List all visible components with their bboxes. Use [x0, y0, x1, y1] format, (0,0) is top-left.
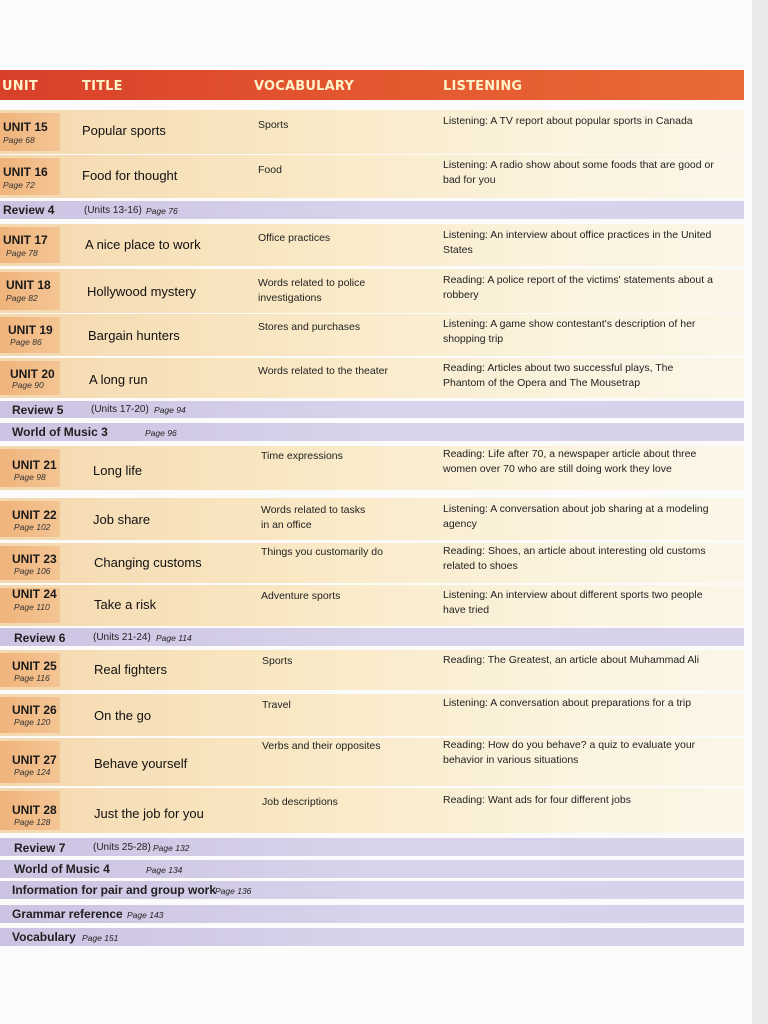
- unit-title: Popular sports: [82, 123, 166, 138]
- review-units: (Units 17-20): [91, 404, 149, 415]
- unit-number: UNIT 28: [12, 803, 57, 817]
- unit-title: On the go: [94, 708, 152, 723]
- unit-skill: Reading: Want ads for four different jobs: [443, 794, 631, 806]
- unit-vocabulary: Stores and purchases: [258, 321, 361, 333]
- review-units: (Units 21-24): [93, 632, 151, 643]
- unit-skill: Listening: A game show contestant's description of her shopping trip: [443, 318, 696, 345]
- unit-title: Long life: [93, 463, 143, 478]
- unit-number: UNIT 18: [6, 278, 51, 292]
- unit-page: Page 120: [14, 717, 51, 727]
- unit-vocabulary: Words related to police investigations: [258, 277, 366, 304]
- unit-row: [0, 585, 744, 626]
- unit-skill: Reading: How do you behave? a quiz to evaluate your behavior in various situations: [443, 739, 696, 766]
- unit-row: [0, 543, 744, 583]
- review-units: (Units 13-16): [84, 205, 142, 216]
- unit-page: Page 68: [3, 135, 35, 145]
- unit-page: Page 72: [3, 180, 35, 190]
- unit-title: Just the job for you: [94, 806, 204, 821]
- unit-title: Behave yourself: [94, 756, 188, 771]
- unit-page: Page 124: [14, 767, 51, 777]
- unit-row: [0, 358, 744, 398]
- review-row: [0, 201, 744, 219]
- unit-vocabulary: Sports: [258, 119, 289, 131]
- unit-vocabulary: Words related to tasks in an office: [261, 504, 366, 531]
- unit-skill: Listening: A TV report about popular sports in Canada: [443, 115, 693, 127]
- unit-page: Page 78: [6, 248, 38, 258]
- review-title: Review 6: [14, 631, 66, 645]
- review-page: Page 134: [146, 865, 183, 875]
- review-page: Page 114: [156, 633, 192, 643]
- unit-number: UNIT 21: [12, 458, 57, 472]
- unit-vocabulary: Time expressions: [261, 450, 343, 462]
- review-page: Page 96: [145, 428, 177, 438]
- unit-vocabulary: Verbs and their opposites: [262, 740, 381, 752]
- unit-number: UNIT 27: [12, 753, 57, 767]
- page-edge: [752, 0, 768, 1024]
- unit-skill: Listening: A radio show about some foods that are good or bad for you: [443, 159, 714, 186]
- unit-row: [0, 314, 744, 356]
- unit-page: Page 82: [6, 293, 38, 303]
- header-listening: LISTENING: [443, 79, 523, 94]
- unit-page: Page 86: [10, 337, 42, 347]
- review-row: [0, 423, 744, 441]
- unit-number: UNIT 24: [12, 587, 57, 601]
- unit-row: [0, 269, 744, 313]
- unit-number: UNIT 23: [12, 552, 57, 566]
- review-row: [0, 628, 744, 646]
- unit-title: Changing customs: [94, 555, 202, 570]
- review-title: Review 4: [3, 203, 55, 217]
- unit-skill: Listening: An interview about office practices in the United States: [443, 229, 712, 256]
- review-row: [0, 928, 744, 946]
- unit-row: [0, 110, 744, 154]
- unit-page: Page 116: [14, 673, 50, 683]
- unit-number: UNIT 17: [3, 233, 48, 247]
- unit-title: Bargain hunters: [88, 328, 180, 343]
- header-vocabulary: VOCABULARY: [254, 79, 355, 94]
- unit-title: A nice place to work: [85, 237, 201, 252]
- unit-skill: Listening: A conversation about job sharing at a modeling agency: [443, 503, 709, 530]
- review-row: [0, 881, 744, 899]
- review-row: [0, 838, 744, 856]
- unit-page: Page 102: [14, 522, 51, 532]
- unit-skill: Reading: Articles about two successful plays, The Phantom of the Opera and The Mousetrap: [443, 362, 674, 389]
- review-units: (Units 25-28): [93, 842, 151, 853]
- unit-title: Job share: [93, 512, 151, 527]
- unit-vocabulary: Sports: [262, 655, 293, 667]
- unit-row: [0, 498, 744, 540]
- unit-row: [0, 788, 744, 833]
- unit-vocabulary: Words related to the theater: [258, 365, 388, 377]
- unit-number: UNIT 19: [8, 323, 53, 337]
- unit-skill: Reading: Shoes, an article about interesting old customs related to shoes: [443, 545, 706, 572]
- review-row: [0, 401, 744, 418]
- unit-page: Page 110: [14, 602, 50, 612]
- unit-skill: Listening: A conversation about preparations for a trip: [443, 697, 692, 709]
- review-row: [0, 860, 744, 878]
- header-title: TITLE: [82, 79, 123, 94]
- unit-row: [0, 155, 744, 198]
- unit-number: UNIT 20: [10, 367, 55, 381]
- unit-vocabulary: Job descriptions: [262, 796, 338, 808]
- review-row: [0, 905, 744, 923]
- unit-number: UNIT 22: [12, 508, 57, 522]
- unit-skill: Reading: The Greatest, an article about Muhammad Ali: [443, 654, 700, 666]
- review-page: Page 94: [154, 405, 186, 415]
- unit-row: [0, 650, 744, 690]
- review-title: World of Music 3: [12, 425, 108, 439]
- unit-row: [0, 224, 744, 266]
- unit-number: UNIT 25: [12, 659, 57, 673]
- unit-number: UNIT 16: [3, 165, 48, 179]
- unit-number: UNIT 15: [3, 120, 48, 134]
- unit-page: Page 106: [14, 566, 51, 576]
- unit-vocabulary: Food: [258, 164, 282, 176]
- unit-vocabulary: Office practices: [258, 232, 331, 244]
- unit-row: [0, 694, 744, 736]
- unit-row: [0, 738, 744, 786]
- unit-vocabulary: Adventure sports: [261, 590, 341, 602]
- unit-vocabulary: Things you customarily do: [261, 546, 383, 558]
- review-page: Page 143: [127, 910, 164, 920]
- unit-skill: Reading: Life after 70, a newspaper article about three women over 70 who are still doing work they love: [443, 448, 697, 475]
- review-title: Grammar reference: [12, 907, 123, 921]
- unit-skill: Reading: A police report of the victims' statements about a robbery: [443, 274, 713, 301]
- unit-skill: Listening: An interview about different sports two people have tried: [443, 589, 703, 616]
- review-title: Review 5: [12, 403, 64, 417]
- review-page: Page 76: [146, 206, 178, 216]
- table-header: [0, 70, 744, 100]
- unit-title: Real fighters: [94, 662, 167, 677]
- header-unit: UNIT: [2, 79, 38, 94]
- review-title: Review 7: [14, 841, 66, 855]
- unit-number: UNIT 26: [12, 703, 57, 717]
- unit-title: Food for thought: [82, 168, 178, 183]
- unit-page: Page 128: [14, 817, 51, 827]
- review-page: Page 136: [215, 886, 252, 896]
- unit-title: Hollywood mystery: [87, 284, 197, 299]
- review-title: World of Music 4: [14, 862, 110, 876]
- review-title: Information for pair and group work: [12, 883, 216, 897]
- unit-page: Page 90: [12, 380, 44, 390]
- unit-vocabulary: Travel: [262, 699, 291, 711]
- review-page: Page 132: [153, 843, 190, 853]
- review-title: Vocabulary: [12, 930, 76, 944]
- review-page: Page 151: [82, 933, 119, 943]
- unit-title: Take a risk: [94, 597, 157, 612]
- unit-title: A long run: [89, 372, 148, 387]
- unit-page: Page 98: [14, 472, 46, 482]
- unit-row: [0, 446, 744, 490]
